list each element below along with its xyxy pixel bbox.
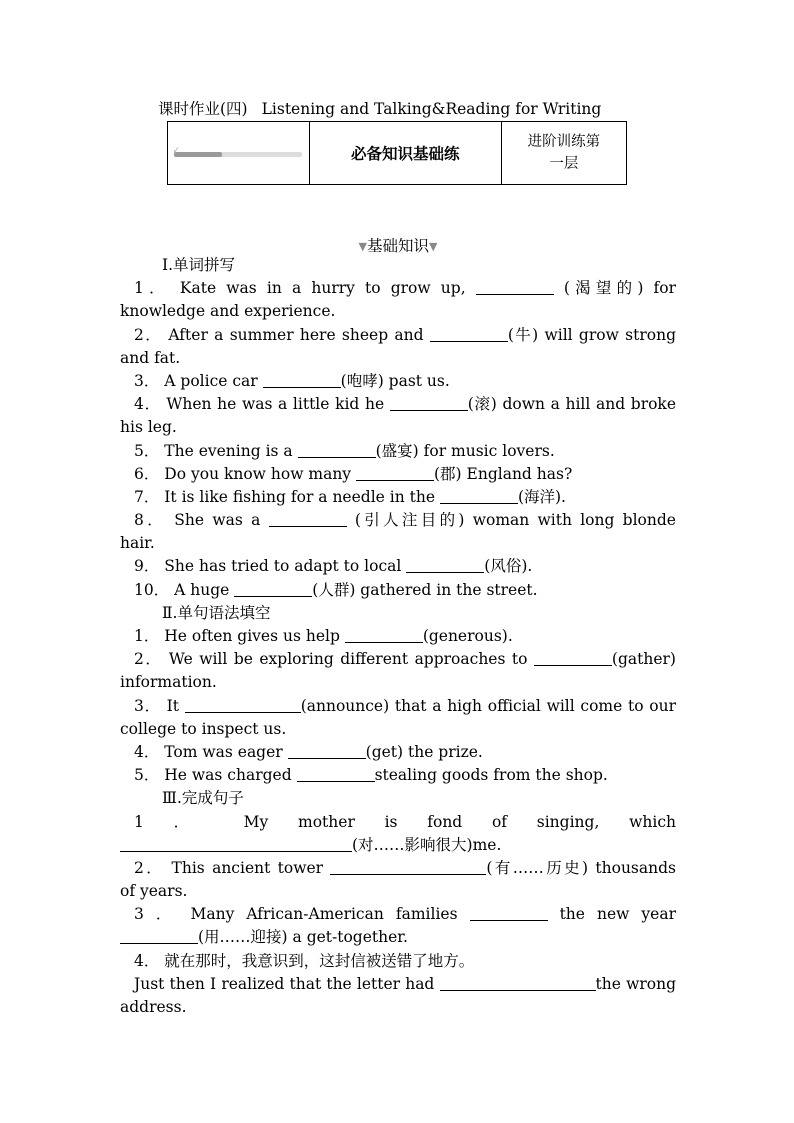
blank[interactable] xyxy=(345,627,423,643)
list-item: Just then I realized that the letter had the wrong xyxy=(134,974,676,993)
list-item: 2． We will be exploring different approaches to (gather) xyxy=(134,650,676,669)
list-item: 2． This ancient tower (有……历史) thousands xyxy=(134,858,676,877)
list-item: 5． The evening is a (盛宴) for music lovers. xyxy=(134,441,555,460)
triangle-down-icon: ▼ xyxy=(358,240,367,253)
page-title xyxy=(158,97,601,119)
check-icon: ✓ xyxy=(172,146,180,156)
blank[interactable] xyxy=(356,465,434,481)
list-item: 1． Kate was in a hurry to grow up, (渴望的) for xyxy=(134,279,676,298)
list-item: 3． A police car (咆哮) past us. xyxy=(134,371,450,390)
triangle-down-icon: ▼ xyxy=(429,240,438,253)
list-item: 1． He often gives us help (generous). xyxy=(134,627,513,645)
blank[interactable] xyxy=(185,697,301,713)
list-item: hair. xyxy=(120,534,155,553)
progress-bar xyxy=(172,146,302,158)
list-item: 9． She has tried to adapt to local (风俗). xyxy=(134,557,533,576)
title-cn: 课时作业(四) xyxy=(158,100,248,118)
blank[interactable] xyxy=(476,279,554,295)
list-item: address. xyxy=(120,998,187,1016)
section-heading: Ⅰ.单词拼写 xyxy=(162,256,236,274)
blank[interactable] xyxy=(440,975,596,991)
list-item: information. xyxy=(120,673,217,692)
blank[interactable] xyxy=(390,395,468,411)
list-item: 8． She was a (引人注目的) woman with long blonde xyxy=(134,511,676,530)
list-item: his leg. xyxy=(120,418,177,437)
list-item: 3． It (announce) that a high official will come to our xyxy=(134,696,677,715)
blank[interactable] xyxy=(263,372,341,388)
section-heading: Ⅱ.单句语法填空 xyxy=(162,603,271,622)
blank[interactable] xyxy=(288,743,366,759)
blank[interactable] xyxy=(120,836,352,852)
progress-fill xyxy=(174,152,221,157)
list-item: (对……影响很大)me. xyxy=(120,834,676,857)
blank[interactable] xyxy=(269,511,347,527)
list-item: 5． He was charged stealing goods from the shop. xyxy=(134,766,608,785)
list-item: 4． When he was a little kid he (滚) down a hill and broke xyxy=(134,395,676,414)
list-item: 4． 就在那时，我意识到，这封信被送错了地方。 xyxy=(134,951,475,970)
blank[interactable] xyxy=(120,928,198,944)
progress-cell xyxy=(168,122,310,185)
list-item: of years. xyxy=(120,882,188,901)
title-en: Listening and Talking&Reading for Writing xyxy=(261,100,602,118)
header-label: 必备知识基础练 xyxy=(309,122,501,185)
header-level: 进阶训练第 一层 xyxy=(501,122,626,185)
list-item: 10． A huge (人群) gathered in the street. xyxy=(134,580,538,599)
header-table xyxy=(167,121,627,185)
list-item: 3 ． Many African-American families the new year xyxy=(134,905,676,924)
blank[interactable] xyxy=(406,557,484,573)
blank[interactable] xyxy=(534,650,612,666)
blank[interactable] xyxy=(330,859,486,875)
list-item: 6． Do you know how many (郡) England has? xyxy=(134,464,573,483)
list-item: 2． After a summer here sheep and (牛) will grow strong xyxy=(134,325,676,344)
blank[interactable] xyxy=(297,766,375,782)
list-item: 1 ． My mother is fond of singing, which xyxy=(134,812,676,831)
blank[interactable] xyxy=(440,488,518,504)
list-item: 7． It is like fishing for a needle in the (海洋). xyxy=(134,487,566,506)
blank[interactable] xyxy=(430,326,508,342)
blank[interactable] xyxy=(298,442,376,458)
list-item: college to inspect us. xyxy=(120,719,287,738)
list-item: (用……迎接) a get-together. xyxy=(120,926,676,949)
blank[interactable] xyxy=(234,581,312,597)
list-item: knowledge and experience. xyxy=(120,302,336,321)
exercise-lines xyxy=(120,254,676,1019)
blank[interactable] xyxy=(470,905,548,921)
section-banner: ▼基础知识▼ xyxy=(358,237,438,255)
list-item: and fat. xyxy=(120,348,181,367)
list-item: 4． Tom was eager (get) the prize. xyxy=(134,742,483,761)
section-heading: Ⅲ.完成句子 xyxy=(162,789,244,808)
